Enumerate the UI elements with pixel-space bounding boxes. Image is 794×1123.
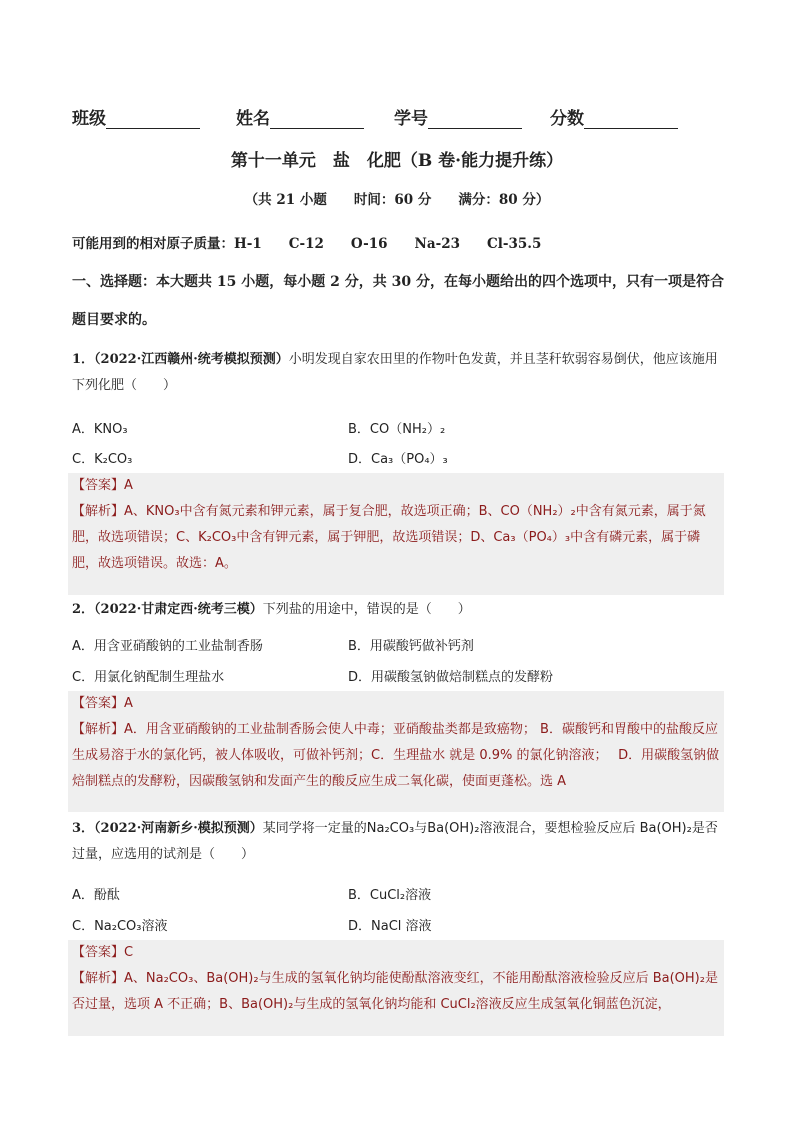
score-blank[interactable]	[584, 110, 678, 129]
name-field[interactable]	[236, 104, 364, 129]
question-2	[72, 597, 724, 623]
question-number: 3．	[72, 821, 95, 836]
analysis-text: 【解析】A、Na₂CO₃、Ba(OH)₂与生成的氢氧化钠均能使酚酞溶液变红，不能用酚酞溶液检验反应后 Ba(OH)₂是否过量，选项 A 不正确；B、Ba(OH)₂与生成的氢氧化钠均能和 CuCl₂溶液反应生成氢氧化铜蓝色沉淀，	[72, 971, 718, 1012]
score-label: 分数	[550, 109, 584, 129]
id-label: 学号	[394, 109, 428, 129]
name-blank[interactable]	[270, 110, 364, 129]
question-source: （2022·江西赣州·统考模拟预测）	[94, 352, 289, 367]
id-field[interactable]	[394, 104, 522, 129]
answer-box-2	[68, 691, 724, 812]
option-d[interactable]: D．NaCl 溶液	[348, 919, 432, 934]
question-1	[72, 347, 724, 399]
analysis-text: 【解析】A、KNO₃中含有氮元素和钾元素，属于复合肥，故选项正确；B、CO（NH₂）₂中含有氮元素，属于氮肥，故选项错误；C、K₂CO₃中含有钾元素，属于钾肥，故选项错误；D、Ca₃（PO₄）₃中含有磷元素，属于磷肥，故选项错误。故选：A。	[72, 504, 706, 571]
answer-text: 【答案】A	[72, 696, 133, 711]
page-title: 第十一单元 盐 化肥（B 卷·能力提升练）	[230, 151, 564, 171]
name-label: 姓名	[236, 109, 270, 129]
option-c[interactable]: C．用氯化钠配制生理盐水	[72, 670, 225, 685]
student-info-line	[72, 104, 722, 129]
option-a[interactable]: A．酚酞	[72, 888, 120, 903]
question-source: （2022·河南新乡·模拟预测）	[94, 821, 263, 836]
option-c[interactable]: C．Na₂CO₃溶液	[72, 919, 168, 934]
question-source: （2022·甘肃定西·统考三模）	[94, 602, 263, 617]
option-c[interactable]: C．K₂CO₃	[72, 452, 133, 467]
option-d[interactable]: D．用碳酸氢钠做焙制糕点的发酵粉	[348, 670, 554, 685]
score-field[interactable]	[550, 104, 678, 129]
id-blank[interactable]	[428, 110, 522, 129]
option-a[interactable]: A．KNO₃	[72, 422, 128, 437]
option-b[interactable]: B．用碳酸钙做补钙剂	[348, 639, 474, 654]
option-b[interactable]: B．CuCl₂溶液	[348, 888, 432, 903]
analysis-text: 【解析】A．用含亚硝酸钠的工业盐制香肠会使人中毒；亚硝酸盐类都是致癌物； B．碳酸钙和胃酸中的盐酸反应生成易溶于水的氯化钙，被人体吸收，可做补钙剂；C．生理盐水 就是 0.9% 的氯化钠溶液； D．用碳酸氢钠做焙制糕点的发酵粉，因碳酸氢钠和发面产生的酸反应生成二氧化碳，使面更蓬松。选 A	[72, 722, 720, 789]
question-stem: 下列盐的用途中，错误的是（ ）	[262, 602, 471, 617]
option-a[interactable]: A．用含亚硝酸钠的工业盐制香肠	[72, 639, 263, 654]
page-subtitle: （共 21 小题 时间：60 分 满分：80 分）	[244, 192, 550, 208]
answer-box-3	[68, 940, 724, 1036]
option-d[interactable]: D．Ca₃（PO₄）₃	[348, 452, 448, 467]
class-blank[interactable]	[106, 110, 200, 129]
question-number: 1．	[72, 352, 95, 367]
answer-text: 【答案】A	[72, 478, 133, 493]
question-stem: 小明发现自家农田里的作物叶色发黄，并且茎秆软弱容易倒伏，他应该施用下列化肥（ ）	[72, 352, 718, 393]
class-label: 班级	[72, 109, 106, 129]
atomic-mass-note: 可能用到的相对原子质量：H-1 C-12 O-16 Na-23 Cl-35.5	[72, 236, 542, 252]
answer-box-1	[68, 473, 724, 595]
section-heading: 一、选择题：本大题共 15 小题，每小题 2 分，共 30 分，在每小题给出的四个选项中，只有一项是符合题目要求的。	[72, 274, 724, 328]
option-b[interactable]: B．CO（NH₂）₂	[348, 422, 446, 437]
class-field[interactable]	[72, 104, 200, 129]
question-number: 2．	[72, 602, 95, 617]
answer-text: 【答案】C	[72, 945, 134, 960]
question-stem: 某同学将一定量的Na₂CO₃与Ba(OH)₂溶液混合，要想检验反应后 Ba(OH)₂是否过量，应选用的试剂是（ ）	[72, 821, 718, 862]
question-3	[72, 816, 724, 868]
